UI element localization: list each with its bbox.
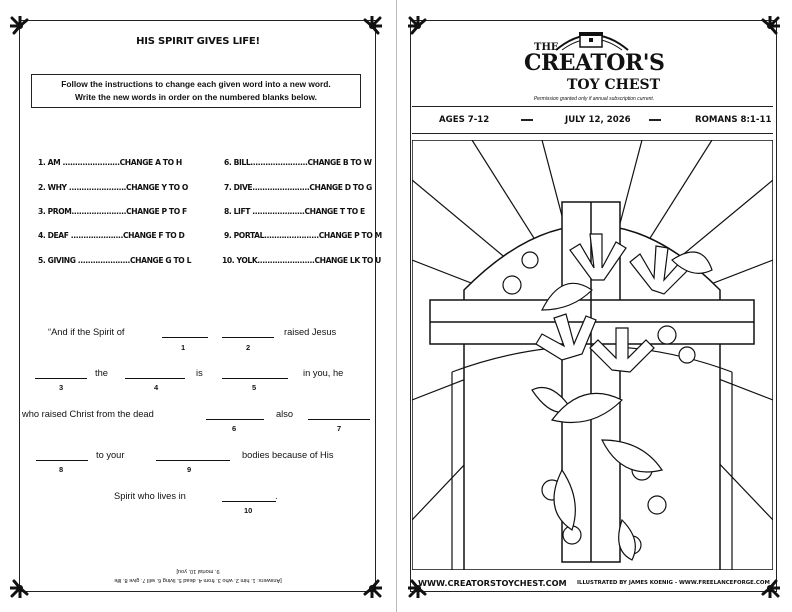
age-range: AGES 7-12 (439, 115, 490, 125)
answer-blank-5[interactable] (222, 378, 288, 379)
right-page (396, 0, 792, 612)
verse-text: to your (96, 450, 125, 460)
answer-blank-10[interactable] (222, 501, 276, 502)
blank-number: 1 (181, 343, 186, 352)
answer-blank-1[interactable] (162, 337, 208, 338)
blank-number: 9 (187, 465, 192, 474)
cross-with-lilies-illustration (412, 140, 773, 570)
upside-down-answers (56, 566, 340, 584)
clue-6: 6. BILL.......................CHANGE B TO W (224, 158, 372, 167)
info-bar (412, 106, 773, 134)
verse-text: bodies because of His (242, 450, 334, 460)
answer-blank-6[interactable] (206, 419, 264, 420)
logo-title: CREATOR'S (524, 50, 665, 76)
verse-text: . (275, 491, 278, 501)
clue-5: 5. GIVING .....................CHANGE G TO L (38, 256, 192, 265)
verse-text: also (276, 409, 294, 419)
leaf-ornament-icon (362, 578, 382, 598)
blank-number: 5 (252, 383, 257, 392)
answer-blank-7[interactable] (308, 419, 370, 420)
clue-7: 7. DIVE.......................CHANGE D TO G (224, 183, 372, 192)
clue-8: 8. LIFT .....................CHANGE T TO E (224, 207, 365, 216)
scripture-reference: ROMANS 8:1-11 (695, 115, 772, 125)
logo-the: THE (534, 42, 559, 53)
verse-text: is (196, 368, 203, 378)
blank-number: 4 (154, 383, 159, 392)
verse-text: who raised Christ from the dead (22, 409, 154, 419)
page-title: HIS SPIRIT GIVES LIFE! (136, 36, 260, 47)
separator-dash (521, 119, 533, 121)
instructions-box (31, 74, 361, 108)
blank-number: 10 (244, 506, 253, 515)
illustrator-credit: ILLUSTRATED BY JAMES KOENIG - WWW.FREELANCEFORGE.COM (577, 580, 770, 586)
toy-chest-logo-icon (552, 26, 632, 52)
blank-number: 2 (246, 343, 251, 352)
blank-number: 3 (59, 383, 64, 392)
clue-9: 9. PORTAL......................CHANGE P TO M (224, 231, 382, 240)
verse-text: “And if the Spirit of (48, 327, 125, 337)
separator-dash (649, 119, 661, 121)
leaf-ornament-icon (10, 16, 30, 36)
verse-text: in you, he (303, 368, 344, 378)
issue-date: JULY 12, 2026 (565, 115, 631, 125)
answer-blank-8[interactable] (36, 460, 88, 461)
logo-subtitle: TOY CHEST (567, 77, 661, 93)
answer-blank-3[interactable] (35, 378, 87, 379)
blank-number: 7 (337, 424, 342, 433)
answer-blank-9[interactable] (156, 460, 230, 461)
permission-note: Permission granted only if annual subscription current. (533, 96, 655, 102)
leaf-ornament-icon (362, 16, 382, 36)
instructions-line: Write the new words in order on the numbered blanks below. (75, 92, 317, 102)
clue-2: 2. WHY .......................CHANGE Y TO O (38, 183, 188, 192)
clue-4: 4. DEAF .....................CHANGE F TO D (38, 231, 185, 240)
clue-1: 1. AM .......................CHANGE A TO H (38, 158, 182, 167)
leaf-ornament-icon (408, 16, 428, 36)
blank-number: 8 (59, 465, 64, 474)
answer-blank-4[interactable] (125, 378, 185, 379)
website-link[interactable]: WWW.CREATORSTOYCHEST.COM (418, 578, 567, 588)
leaf-ornament-icon (10, 578, 30, 598)
instructions-line: Follow the instructions to change each given word into a new word. (61, 79, 331, 89)
answer-blank-2[interactable] (222, 337, 274, 338)
answers-line: [Answers: 1. him 2. who 3. from 4. dead 5. living 6. will 7. give 8. life (114, 577, 282, 583)
verse-text: the (95, 368, 108, 378)
verse-text: Spirit who lives in (114, 491, 186, 501)
clue-10: 10. YOLK.......................CHANGE LK TO U (222, 256, 381, 265)
blank-number: 6 (232, 424, 237, 433)
verse-text: raised Jesus (284, 327, 337, 337)
leaf-ornament-icon (760, 16, 780, 36)
clue-3: 3. PROM......................CHANGE P TO F (38, 207, 187, 216)
answers-line: 9. mortal 10. you] (176, 568, 220, 574)
